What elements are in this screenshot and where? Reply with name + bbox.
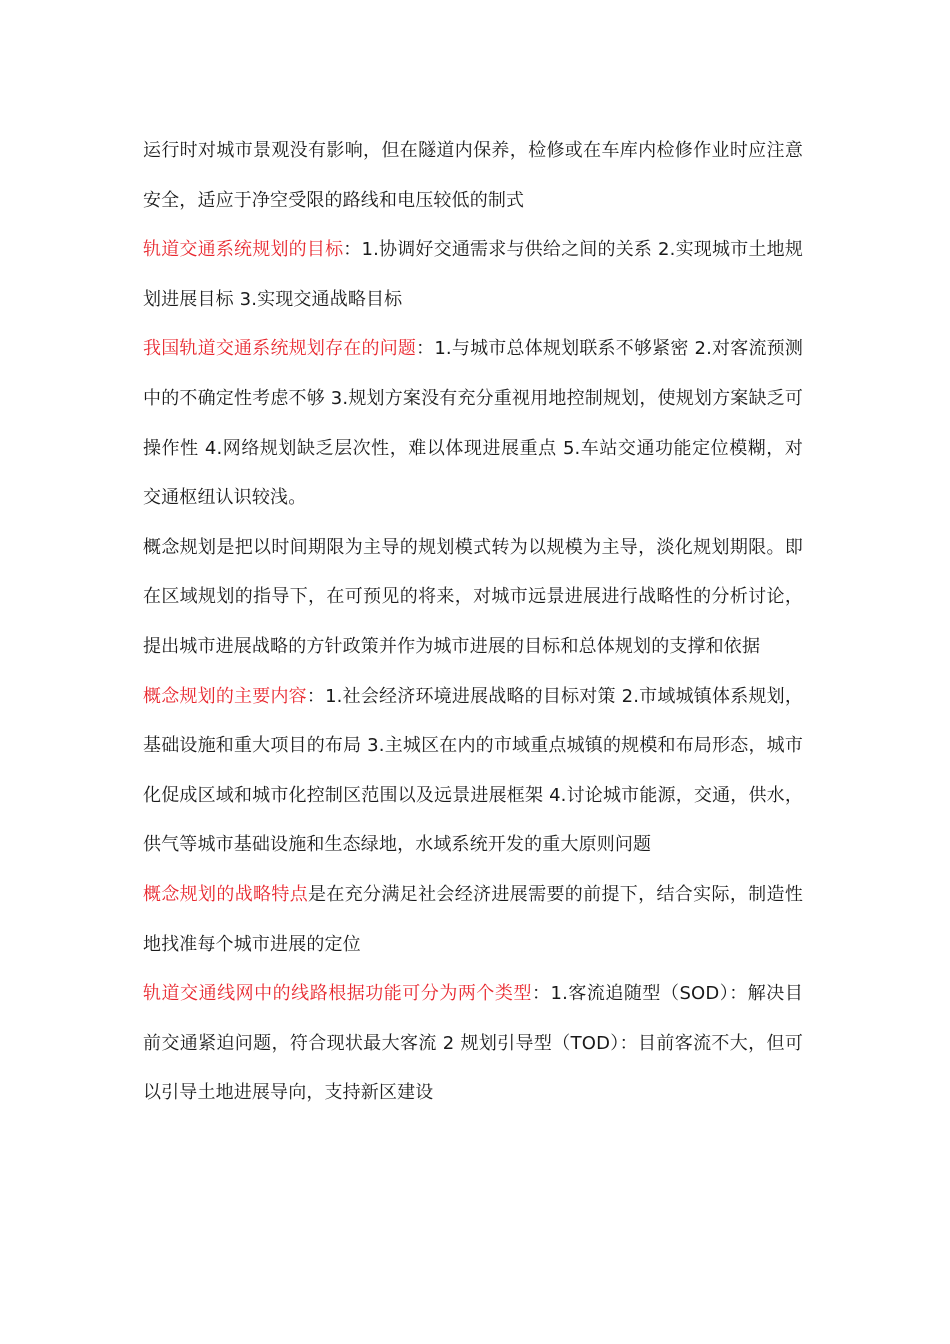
paragraph-planning-goals: [143, 225, 803, 324]
document-body: [143, 126, 803, 1118]
paragraph-text: ：1.社会经济环境进展战略的目标对策 2.市域城镇体系规划，基础设施和重大项目的布局 3.主城区在内的市域重点城镇的规模和布局形态，城市化促成区域和城市化控制区范围以及远景进展框架 4.讨论城市能源，交通，供水，供气等城市基础设施和生态绿地，水域系统开发的重大原则问题: [143, 685, 803, 856]
paragraph-text: 是在充分满足社会经济进展需要的前提下，结合实际，制造性地找准每个城市进展的定位: [143, 883, 803, 955]
paragraph-overhead-line-note: [143, 126, 803, 225]
paragraph-heading: 轨道交通系统规划的目标: [143, 239, 344, 261]
paragraph-concept-planning-contents: [143, 672, 803, 870]
paragraph-planning-problems: [143, 324, 803, 522]
paragraph-concept-planning-features: [143, 870, 803, 969]
paragraph-concept-planning-definition: [143, 523, 803, 672]
paragraph-line-types: [143, 969, 803, 1118]
paragraph-text: ：1.与城市总体规划联系不够紧密 2.对客流预测中的不确定性考虑不够 3.规划方案没有充分重视用地控制规划，使规划方案缺乏可操作性 4.网络规划缺乏层次性，难以体现进展重点 5.车站交通功能定位模糊，对交通枢纽认识较浅。: [143, 338, 804, 509]
paragraph-text: 概念规划是把以时间期限为主导的规划模式转为以规模为主导，淡化规划期限。即在区域规划的指导下，在可预见的将来，对城市远景进展进行战略性的分析讨论，提出城市进展战略的方针政策并作为城市进展的目标和总体规划的支撑和依据: [143, 536, 803, 657]
paragraph-heading: 概念规划的主要内容: [143, 685, 307, 707]
paragraph-text: ：1.协调好交通需求与供给之间的关系 2.实现城市土地规划进展目标 3.实现交通战略目标: [143, 239, 803, 310]
paragraph-text: ：1.客流追随型（SOD）：解决目前交通紧迫问题，符合现状最大客流 2 规划引导型（TOD）：目前客流不大，但可以引导土地进展导向，支持新区建设: [143, 983, 803, 1104]
paragraph-heading: 概念规划的战略特点: [143, 883, 309, 905]
paragraph-heading: 轨道交通线网中的线路根据功能可分为两个类型: [143, 983, 532, 1005]
paragraph-text: 运行时对城市景观没有影响，但在隧道内保养，检修或在车库内检修作业时应注意安全，适应于净空受限的路线和电压较低的制式: [143, 140, 803, 211]
paragraph-heading: 我国轨道交通系统规划存在的问题: [143, 338, 417, 360]
